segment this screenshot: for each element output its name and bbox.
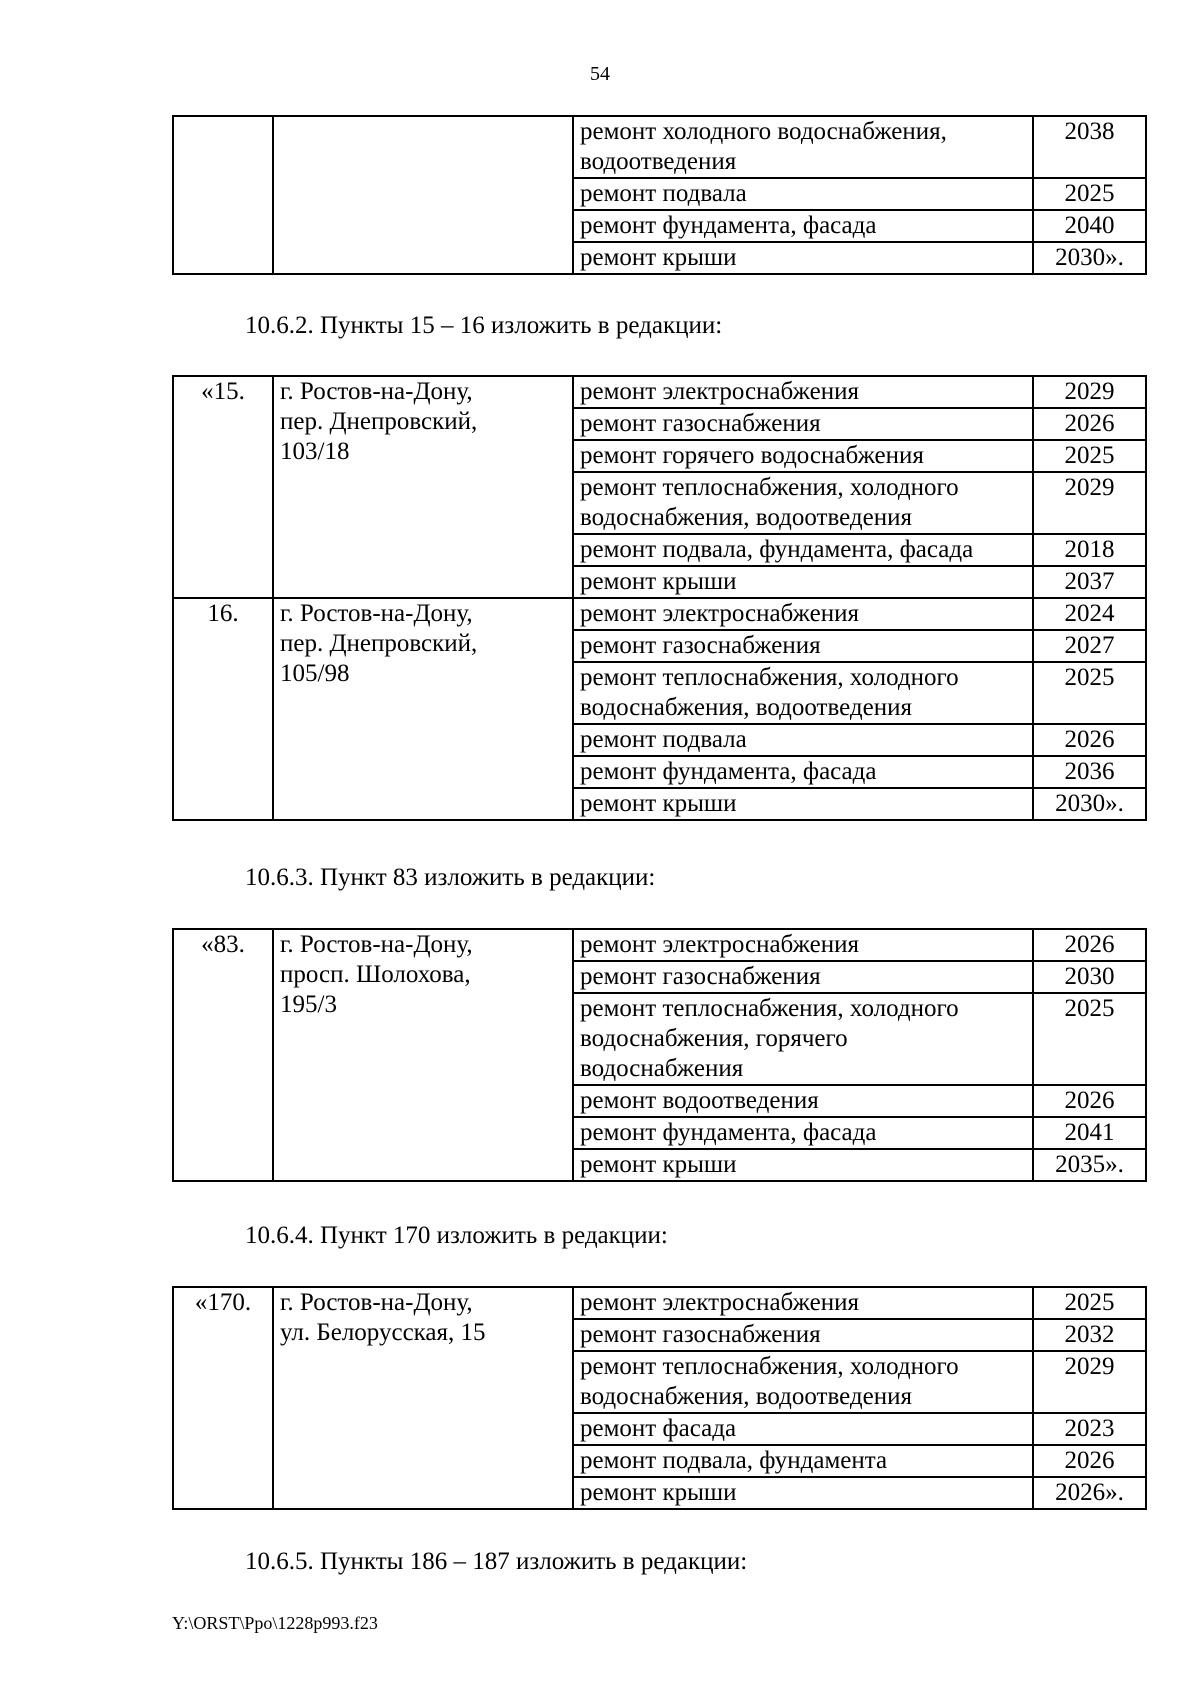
building-address: г. Ростов-на-Дону, пер. Днепровский, 105/98 (273, 598, 573, 820)
work-type: ремонт фундамента, фасада (573, 756, 1033, 788)
building-address: г. Ростов-на-Дону, ул. Белорусская, 15 (273, 1287, 573, 1509)
section-heading-10-6-4: 10.6.4. Пункт 170 изложить в редакции: (245, 1222, 668, 1249)
work-type: ремонт газоснабжения (573, 1319, 1033, 1351)
work-type: ремонт электроснабжения (573, 376, 1033, 408)
work-year: 2038 (1033, 116, 1146, 178)
work-type: ремонт подвала, фундамента, фасада (573, 534, 1033, 566)
table-row (173, 376, 1146, 408)
work-year: 2023 (1033, 1413, 1146, 1445)
work-type: ремонт крыши (573, 242, 1033, 274)
item-number: «15. (173, 376, 273, 598)
work-type: ремонт подвала (573, 724, 1033, 756)
work-type: ремонт теплоснабжения, холодного водоснабжения, водоотведения (573, 662, 1033, 724)
work-year: 2018 (1033, 534, 1146, 566)
work-year: 2026 (1033, 724, 1146, 756)
work-type: ремонт теплоснабжения, холодного водоснабжения, водоотведения (573, 1351, 1033, 1413)
building-address (273, 116, 573, 274)
work-year: 2026 (1033, 1085, 1146, 1117)
work-type: ремонт крыши (573, 788, 1033, 820)
work-type: ремонт газоснабжения (573, 630, 1033, 662)
work-type: ремонт крыши (573, 1477, 1033, 1509)
work-year: 2025 (1033, 993, 1146, 1085)
work-type: ремонт холодного водоснабжения, водоотведения (573, 116, 1033, 178)
work-type: ремонт теплоснабжения, холодного водоснабжения, горячего водоснабжения (573, 993, 1033, 1085)
work-type: ремонт подвала (573, 178, 1033, 210)
table-row (173, 116, 1146, 178)
work-type: ремонт фундамента, фасада (573, 1117, 1033, 1149)
work-type: ремонт электроснабжения (573, 929, 1033, 961)
works-table-2 (172, 928, 1147, 1182)
work-year: 2036 (1033, 756, 1146, 788)
work-year: 2025 (1033, 1287, 1146, 1319)
page-number: 54 (590, 63, 610, 85)
work-year: 2026 (1033, 1445, 1146, 1477)
work-year: 2040 (1033, 210, 1146, 242)
table-row (173, 598, 1146, 630)
work-year: 2026 (1033, 408, 1146, 440)
work-type: ремонт водоотведения (573, 1085, 1033, 1117)
work-year: 2030». (1033, 242, 1146, 274)
table-row (173, 1287, 1146, 1319)
work-year: 2041 (1033, 1117, 1146, 1149)
work-type: ремонт теплоснабжения, холодного водоснабжения, водоотведения (573, 472, 1033, 534)
work-year: 2025 (1033, 440, 1146, 472)
file-path-footer: Y:\ORST\Ppo\1228p993.f23 (172, 1613, 378, 1633)
work-year: 2035». (1033, 1149, 1146, 1181)
work-type: ремонт горячего водоснабжения (573, 440, 1033, 472)
building-address: г. Ростов-на-Дону, просп. Шолохова, 195/3 (273, 929, 573, 1181)
work-type: ремонт фасада (573, 1413, 1033, 1445)
item-number: «170. (173, 1287, 273, 1509)
section-heading-10-6-3: 10.6.3. Пункт 83 изложить в редакции: (245, 864, 656, 891)
work-year: 2026». (1033, 1477, 1146, 1509)
works-table-3 (172, 1286, 1147, 1510)
works-table-0 (172, 115, 1147, 275)
work-year: 2025 (1033, 178, 1146, 210)
item-number: 16. (173, 598, 273, 820)
work-type: ремонт крыши (573, 1149, 1033, 1181)
works-table-1 (172, 375, 1147, 821)
work-year: 2030 (1033, 961, 1146, 993)
work-year: 2029 (1033, 376, 1146, 408)
work-type: ремонт газоснабжения (573, 408, 1033, 440)
work-year: 2027 (1033, 630, 1146, 662)
table-row (173, 929, 1146, 961)
work-type: ремонт подвала, фундамента (573, 1445, 1033, 1477)
work-year: 2030». (1033, 788, 1146, 820)
work-type: ремонт фундамента, фасада (573, 210, 1033, 242)
section-heading-10-6-2: 10.6.2. Пункты 15 – 16 изложить в редакции: (245, 312, 723, 339)
section-heading-10-6-5: 10.6.5. Пункты 186 – 187 изложить в редакции: (245, 1548, 748, 1575)
work-type: ремонт электроснабжения (573, 1287, 1033, 1319)
work-type: ремонт электроснабжения (573, 598, 1033, 630)
work-type: ремонт газоснабжения (573, 961, 1033, 993)
work-year: 2025 (1033, 662, 1146, 724)
work-year: 2026 (1033, 929, 1146, 961)
item-number: «83. (173, 929, 273, 1181)
building-address: г. Ростов-на-Дону, пер. Днепровский, 103/18 (273, 376, 573, 598)
work-year: 2037 (1033, 566, 1146, 598)
item-number (173, 116, 273, 274)
work-year: 2029 (1033, 1351, 1146, 1413)
work-type: ремонт крыши (573, 566, 1033, 598)
work-year: 2029 (1033, 472, 1146, 534)
work-year: 2024 (1033, 598, 1146, 630)
work-year: 2032 (1033, 1319, 1146, 1351)
